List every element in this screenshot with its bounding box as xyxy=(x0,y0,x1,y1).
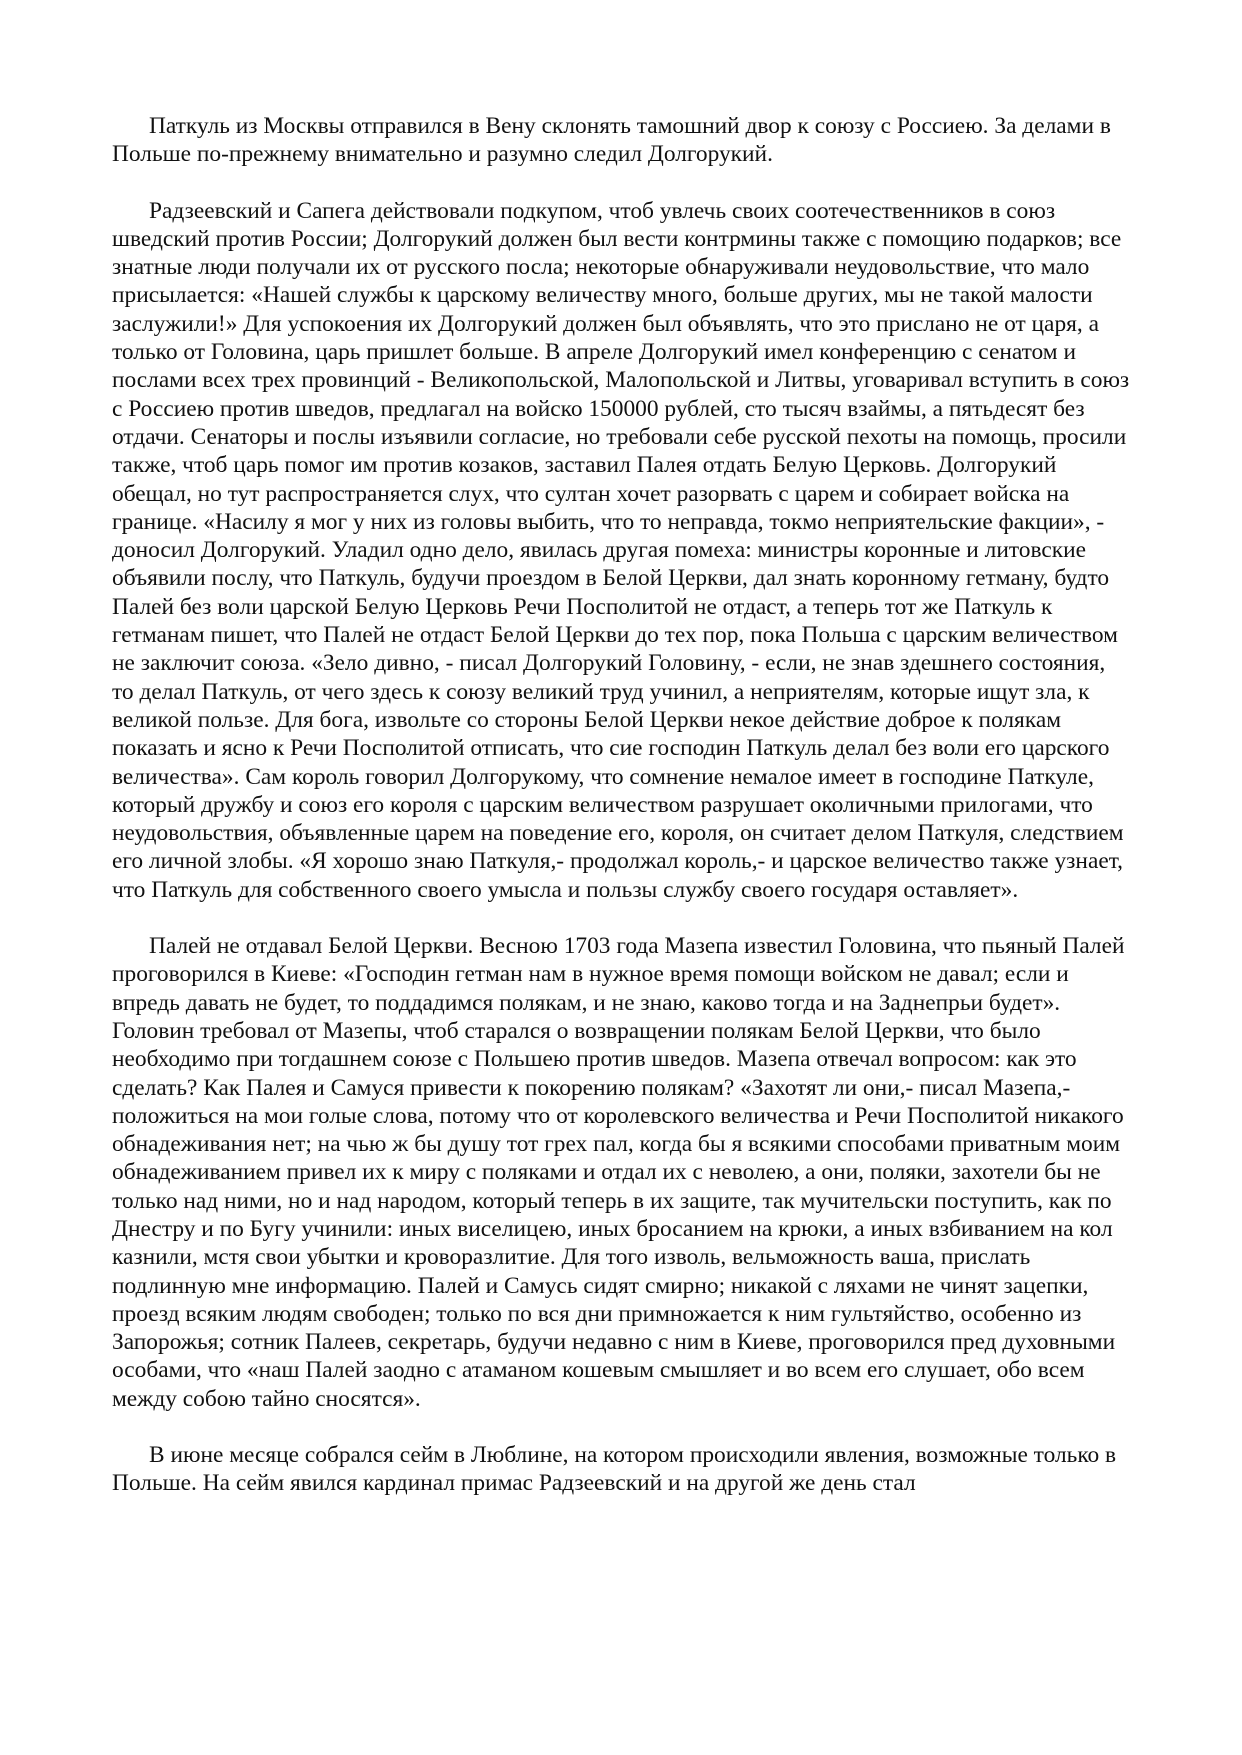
paragraph-3: Палей не отдавал Белой Церкви. Весною 1703 года Мазепа известил Головина, что пьяный Палей проговорился в Киеве: «Господин гетман нам в нужное время помощи войском не давал; если и впредь давать не будет, то поддадимся полякам, и не знаю, каково тогда и на Заднепрьи будет». Головин требовал от Мазепы, чтоб старался о возвращении полякам Белой Церкви, что было необходимо при тогдашнем союзе с Польшею против шведов. Мазепа отвечал вопросом: как это сделать? Как Палея и Самуся привести к покорению полякам? «Захотят ли они,- писал Мазепа,- положиться на мои голые слова, потому что от королевского величества и Речи Посполитой никакого обнадеживания нет; на чью ж бы душу тот грех пал, когда бы я всякими способами приватным моим обнадеживанием привел их к миру с поляками и отдал их с неволею, а они, поляки, захотели бы не только над ними, но и над народом, который теперь в их защите, так мучительски поступить, как по Днестру и по Бугу учинили: иных виселицею, иных бросанием на крюки, а иных взбиванием на кол казнили, мстя свои убытки и кроворазлитие. Для того изволь, вельможность ваша, прислать подлинную мне информацию. Палей и Самусь сидят смирно; никакой с ляхами не чинят зацепки, проезд всяким людям свободен; только по вся дни примножается к ним гультяйство, особенно из Запорожья; сотник Палеев, секретарь, будучи недавно с ним в Киеве, проговорился пред духовными особами, что «наш Палей заодно с атаманом кошевым смышляет и во всем его слушает, обо всем между собою тайно сносятся». xyxy=(112,933,1125,1412)
paragraph-4: В июне месяце собрался сейм в Люблине, на котором происходили явления, возможные только в Польше. На сейм явился кардинал примас Радзеевский и на другой же день стал xyxy=(112,1442,1117,1497)
paragraph-1: Паткуль из Москвы отправился в Вену склонять тамошний двор к союзу с Россиею. За делами в Польше по-прежнему внимательно и разумно следил Долгорукий. xyxy=(112,113,1111,168)
paragraph-2: Радзеевский и Сапега действовали подкупом, чтоб увлечь своих соотечественников в союз шведский против России; Долгорукий должен был вести контрмины также с помощию подарков; все знатные люди получали их от русского посла; некоторые обнаруживали неудовольствие, что мало присылается: «Нашей службы к царскому величеству много, больше других, мы не такой малости заслужили!» Для успокоения их Долгорукий должен был объявлять, что это прислано не от царя, а только от Головина, царь пришлет больше. В апреле Долгорукий имел конференцию с сенатом и послами всех трех провинций - Великопольской, Малопольской и Литвы, уговаривал вступить в союз с Россиею против шведов, предлагал на войско 150000 рублей, сто тысяч взаймы, а пятьдесят без отдачи. Сенаторы и послы изъявили согласие, но требовали себе русской пехоты на помощь, просили также, чтоб царь помог им против козаков, заставил Палея отдать Белую Церковь. Долгорукий обещал, но тут распространяется слух, что султан хочет разорвать с царем и собирает войска на границе. «Насилу я мог у них из головы выбить, что то неправда, токмо неприятельские факции», - доносил Долгорукий. Уладил одно дело, явилась другая помеха: министры коронные и литовские объявили послу, что Паткуль, будучи проездом в Белой Церкви, дал знать коронному гетману, будто Палей без воли царской Белую Церковь Речи Посполитой не отдаст, а теперь тот же Паткуль к гетманам пишет, что Палей не отдаст Белой Церкви до тех пор, пока Польша с царским величеством не заключит союза. «Зело дивно, - писал Долгорукий Головину, - если, не знав здешнего состояния, то делал Паткуль, от чего здесь к союзу великий труд учинил, а неприятелям, которые ищут зла, к великой пользе. Для бога, извольте со стороны Белой Церкви некое действие доброе к полякам показать и ясно к Речи Посполитой отписать, что сие господин Паткуль делал без воли его царского величества». Сам король говорил Долгорукому, что сомнение немалое имеет в господине Паткуле, который дружбу и союз его короля с царским величеством разрушает околичными прилогами, что неудовольствия, объявленные царем на поведение его, короля, он считает делом Паткуля, следствием его личной злобы. «Я хорошо знаю Паткуля,- продолжал король,- и царское величество также узнает, что Паткуль для собственного своего умысла и пользы службу своего государя оставляет». xyxy=(112,197,1130,903)
document-page xyxy=(112,112,1130,1498)
